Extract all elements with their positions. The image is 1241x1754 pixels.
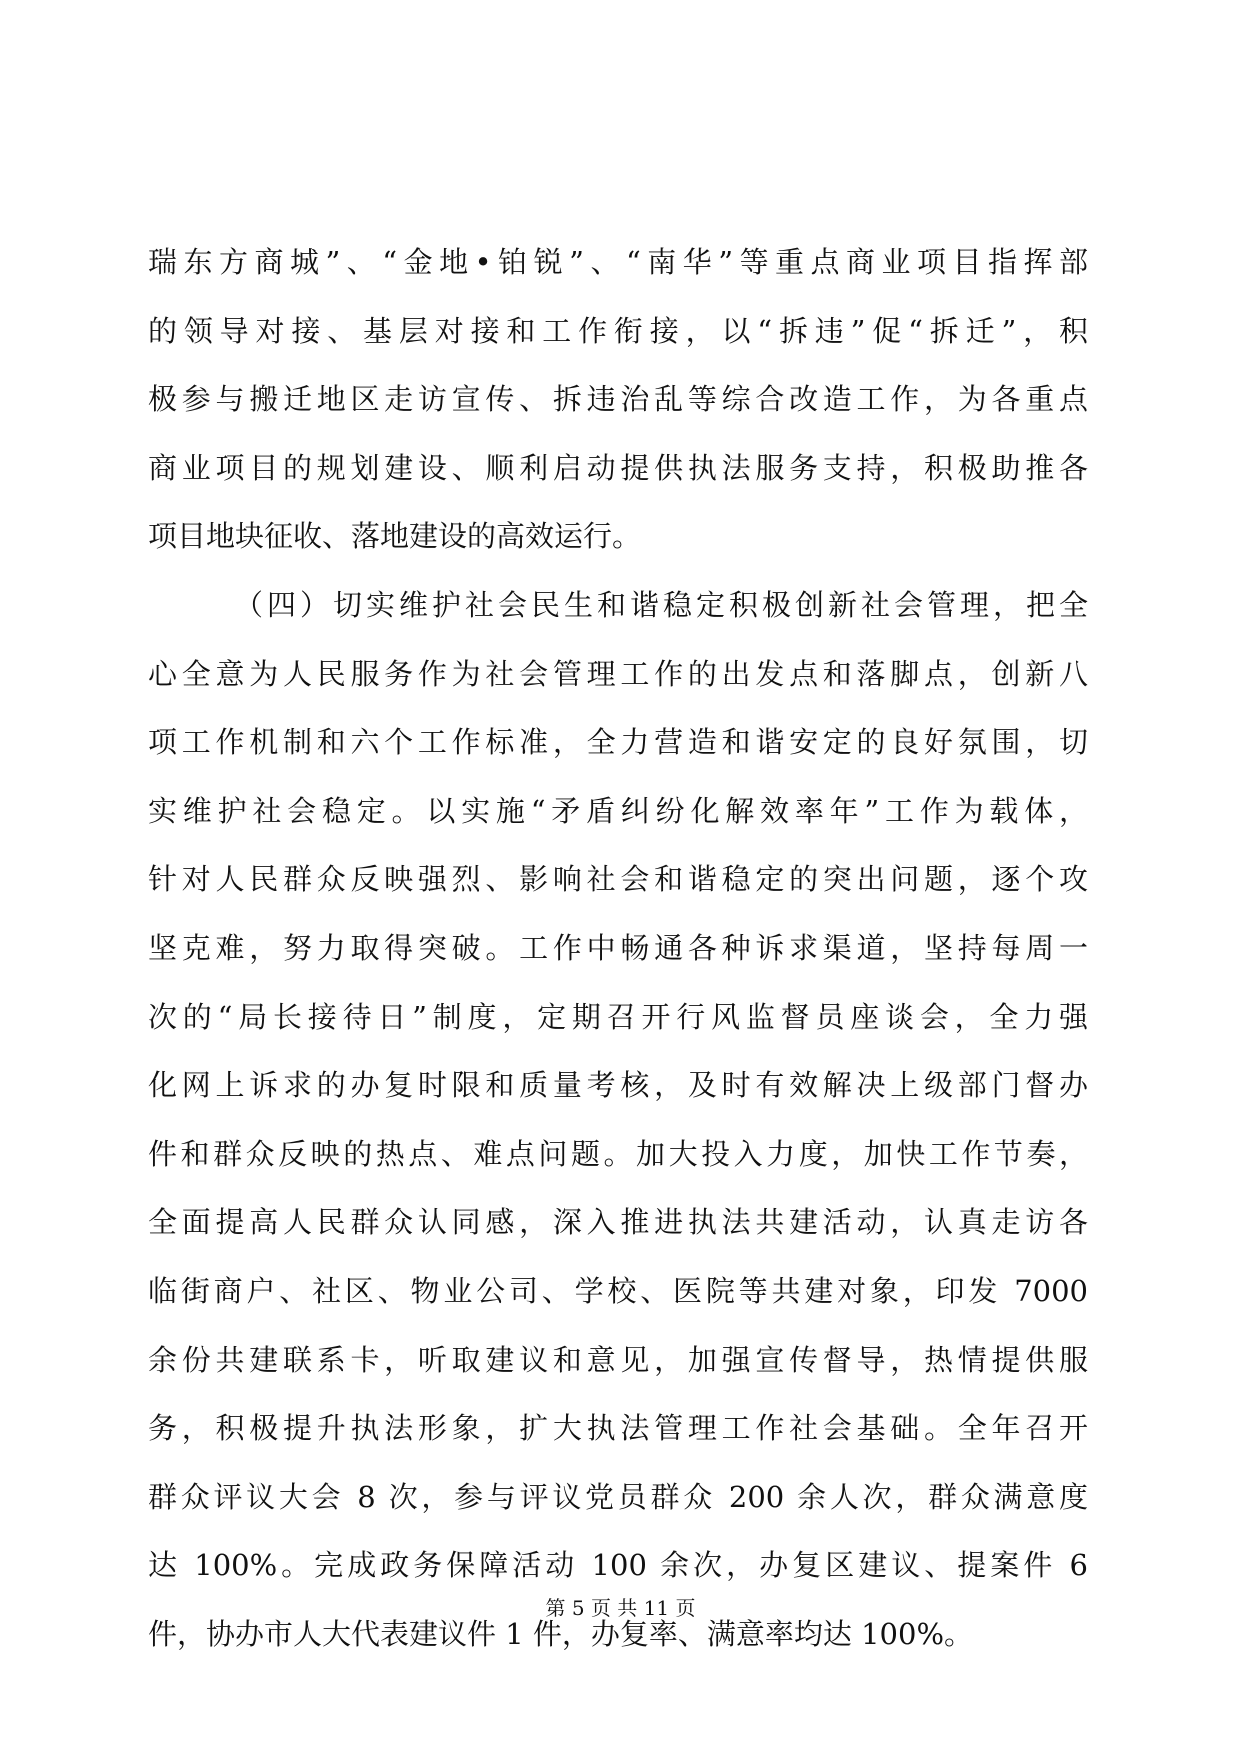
text-line: 化网上诉求的办复时限和质量考核，及时有效解决上级部门督办 — [148, 1068, 1088, 1103]
text-line: 达 100%。完成政务保障活动 100 余次，办复区建议、提案件 6 — [148, 1548, 1088, 1583]
text-line: 全面提高人民群众认同感，深入推进执法共建活动，认真走访各 — [148, 1205, 1088, 1240]
text-line: 实维护社会稳定。以实施“矛盾纠纷化解效率年”工作为载体， — [148, 793, 1088, 828]
paragraph-1 — [148, 228, 1088, 571]
text-line: 项工作机制和六个工作标准，全力营造和谐安定的良好氛围，切 — [148, 725, 1088, 760]
text-line: 件，协办市人大代表建议件 1 件，办复率、满意率均达 100%。 — [148, 1616, 974, 1651]
paragraph-2 — [148, 571, 1088, 1669]
text-line: 余份共建联系卡，听取建议和意见，加强宣传督导，热情提供服 — [148, 1342, 1088, 1377]
text-line: 群众评议大会 8 次，参与评议党员群众 200 余人次，群众满意度 — [148, 1479, 1088, 1514]
text-line: 的领导对接、基层对接和工作衔接，以“拆违”促“拆迁”，积 — [148, 313, 1088, 348]
text-line: 针对人民群众反映强烈、影响社会和谐稳定的突出问题，逐个攻 — [148, 862, 1088, 897]
text-line: 商业项目的规划建设、顺利启动提供执法服务支持，积极助推各 — [148, 450, 1088, 485]
text-line: 务，积极提升执法形象，扩大执法管理工作社会基础。全年召开 — [148, 1411, 1088, 1446]
text-line: 件和群众反映的热点、难点问题。加大投入力度，加快工作节奏， — [148, 1136, 1088, 1171]
paragraph-heading-line: （四）切实维护社会民生和谐稳定积极创新社会管理，把全 — [234, 587, 1088, 622]
document-body — [148, 228, 1088, 1668]
text-line: 极参与搬迁地区走访宣传、拆违治乱等综合改造工作，为各重点 — [148, 382, 1088, 417]
text-line: 临街商户、社区、物业公司、学校、医院等共建对象，印发 7000 — [148, 1273, 1088, 1308]
text-line: 次的“局长接待日”制度，定期召开行风监督员座谈会，全力强 — [148, 999, 1088, 1034]
page-number-footer: 第 5 页 共 11 页 — [545, 1596, 696, 1620]
text-line: 心全意为人民服务作为社会管理工作的出发点和落脚点，创新八 — [148, 656, 1088, 691]
text-line: 瑞东方商城”、“金地•铂锐”、“南华”等重点商业项目指挥部 — [148, 245, 1088, 279]
text-line: 项目地块征收、落地建设的高效运行。 — [148, 519, 642, 554]
text-line: 坚克难，努力取得突破。工作中畅通各种诉求渠道，坚持每周一 — [148, 930, 1088, 965]
